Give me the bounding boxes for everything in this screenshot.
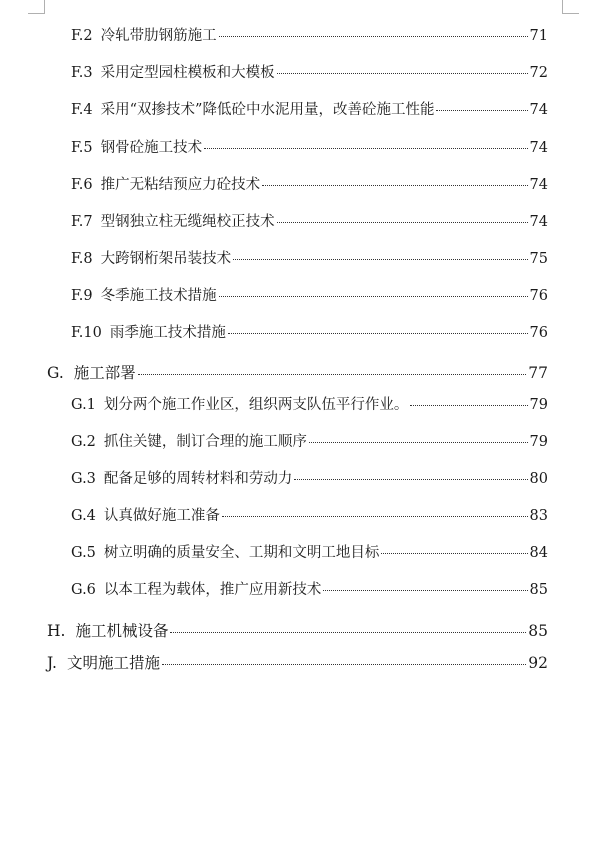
toc-entry[interactable] — [71, 393, 548, 414]
toc-entry-title: 推广无粘结预应力砼技术 — [100, 177, 261, 193]
toc-entry[interactable] — [71, 136, 548, 157]
toc-entry[interactable] — [71, 24, 548, 45]
toc-leader-dots — [219, 36, 528, 37]
toc-entry[interactable] — [71, 284, 548, 305]
toc-chapter-title: 文明施工措施 — [66, 654, 160, 672]
toc-entry-number: F.4 — [71, 102, 93, 118]
toc-leader-dots — [162, 664, 526, 665]
toc-chapter[interactable] — [47, 651, 548, 673]
toc-leader-dots — [381, 553, 527, 554]
toc-entry-page: 83 — [529, 508, 548, 524]
toc-entry-page: 84 — [529, 545, 548, 561]
toc-entry-title: 划分两个施工作业区，组织两支队伍平行作业。 — [103, 397, 409, 413]
toc-chapter-title: 施工机械设备 — [75, 622, 169, 640]
toc-leader-dots — [436, 110, 527, 111]
toc-entry-page: 74 — [529, 177, 548, 193]
toc-entry-title: 抓住关键，制订合理的施工顺序 — [103, 434, 307, 450]
toc-chapter-number: J. — [47, 654, 57, 672]
toc-chapter-page: 77 — [528, 364, 548, 382]
toc-entry-page: 79 — [529, 434, 548, 450]
toc-leader-dots — [204, 148, 527, 149]
toc-entry-title: 雨季施工技术措施 — [109, 325, 226, 341]
toc-entry-number: G.6 — [71, 582, 96, 598]
toc-leader-dots — [262, 185, 527, 186]
toc-entry-page: 74 — [529, 214, 548, 230]
toc-entry-page: 75 — [529, 251, 548, 267]
toc-entry-number: G.4 — [71, 508, 96, 524]
toc-leader-dots — [228, 333, 528, 334]
toc-chapter-number: H. — [47, 622, 66, 640]
toc-entry[interactable] — [71, 210, 548, 231]
toc-entry-page: 71 — [529, 28, 548, 44]
toc-entry-page: 76 — [529, 325, 548, 341]
toc-chapter[interactable] — [47, 619, 548, 641]
toc-entry-title: 配备足够的周转材料和劳动力 — [103, 471, 293, 487]
toc-entry-page: 80 — [529, 471, 548, 487]
toc-entry-number: F.10 — [71, 325, 102, 341]
toc-entry[interactable] — [71, 541, 548, 562]
toc-entry-page: 85 — [529, 582, 548, 598]
toc-leader-dots — [323, 590, 527, 591]
toc-entry-page: 74 — [529, 140, 548, 156]
toc-chapter-title: 施工部署 — [73, 364, 136, 382]
toc-entry-page: 79 — [529, 397, 548, 413]
toc-entry-number: F.8 — [71, 251, 93, 267]
toc-leader-dots — [222, 516, 528, 517]
toc-leader-dots — [138, 374, 526, 375]
toc-entry-title: 冬季施工技术措施 — [100, 288, 217, 304]
toc-entry[interactable] — [71, 467, 548, 488]
toc-leader-dots — [277, 222, 528, 223]
toc-leader-dots — [277, 73, 528, 74]
toc-entry-number: G.3 — [71, 471, 96, 487]
toc-entry[interactable] — [71, 430, 548, 451]
toc-entry-number: G.1 — [71, 397, 96, 413]
toc-leader-dots — [410, 405, 527, 406]
toc-leader-dots — [233, 259, 527, 260]
toc-entry-page: 74 — [529, 102, 548, 118]
toc-entry-title: 钢骨砼施工技术 — [100, 140, 203, 156]
toc-entry-number: F.3 — [71, 65, 93, 81]
toc-entry-number: F.2 — [71, 28, 93, 44]
toc-entry-number: F.5 — [71, 140, 93, 156]
toc-entry-title: 采用“双掺技术”降低砼中水泥用量，改善砼施工性能 — [100, 102, 435, 118]
toc-leader-dots — [309, 442, 528, 443]
toc-entry-number: F.6 — [71, 177, 93, 193]
toc-entry[interactable] — [71, 504, 548, 525]
toc-chapter-page: 92 — [528, 654, 548, 672]
toc-entry[interactable] — [71, 578, 548, 599]
toc-chapter-number: G. — [47, 364, 64, 382]
toc-entry-title: 以本工程为载体，推广应用新技术 — [103, 582, 322, 598]
toc-entry-page: 76 — [529, 288, 548, 304]
toc-entry-number: G.2 — [71, 434, 96, 450]
toc-entry[interactable] — [71, 173, 548, 194]
toc-entry-title: 型钢独立柱无缆绳校正技术 — [100, 214, 275, 230]
toc-leader-dots — [170, 632, 526, 633]
toc-chapter-page: 85 — [528, 622, 548, 640]
toc-entry-page: 72 — [529, 65, 548, 81]
toc-entry-number: F.7 — [71, 214, 93, 230]
toc-entry-title: 大跨钢桁架吊装技术 — [100, 251, 232, 267]
toc-leader-dots — [219, 296, 528, 297]
toc-entry-title: 采用定型园柱模板和大模板 — [100, 65, 275, 81]
toc-entry[interactable] — [71, 98, 548, 119]
toc-entry[interactable] — [71, 61, 548, 82]
toc-chapter[interactable] — [47, 361, 548, 383]
toc-entry[interactable] — [71, 321, 548, 342]
toc-entry-title: 树立明确的质量安全、工期和文明工地目标 — [103, 545, 380, 561]
toc-entry-number: G.5 — [71, 545, 96, 561]
toc-entry-title: 冷轧带肋钢筋施工 — [100, 28, 217, 44]
toc-entry-number: F.9 — [71, 288, 93, 304]
toc-entry-title: 认真做好施工准备 — [103, 508, 220, 524]
toc-leader-dots — [294, 479, 527, 480]
toc-entry[interactable] — [71, 247, 548, 268]
